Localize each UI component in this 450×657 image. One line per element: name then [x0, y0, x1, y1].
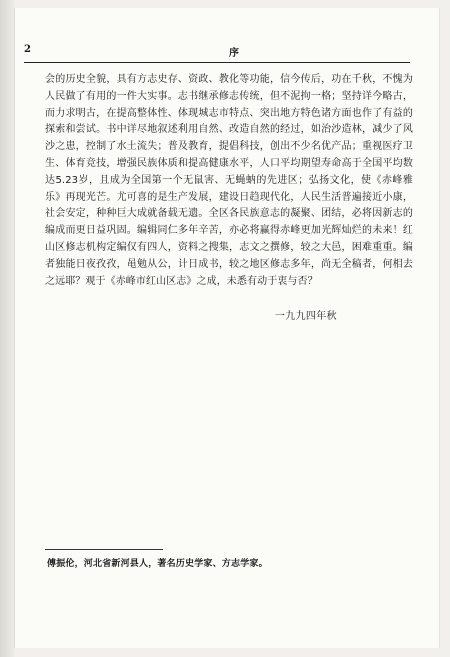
page-number: 2 — [24, 44, 31, 55]
signature-date: 一九九四年秋 — [275, 311, 337, 322]
binding-edge — [0, 0, 14, 657]
footnote: 傅振伦，河北省新河县人，著名历史学家、方志学家。 — [47, 559, 268, 569]
footnote-rule — [45, 549, 163, 550]
section-title: 序 — [229, 48, 239, 59]
body-paragraph: 会的历史全貌，具有方志史存、资政、教化等功能，信今传后，功在千秋，不愧为人民做了有用的一件大实事。志书继承修志传统，但不泥拘一格；坚持详今略古，而力求明古，在提高整体性、体现城志市特点、突出地方特色诸方面也作了有益的探索和尝试。书中详尽地叙述利用自然、改造自然的经过，如治沙造林，减少了风沙之患，控制了水土流失；普及教育，提倡科技，创出不少名优产品；重视医疗卫生、体育竞技，增强民族体质和提高健康水平，人口平均期望寿命高于全国平均数达5.23岁，且成为全国第一个无鼠害、无蝇蚋的先进区；弘扬文化，使《赤峰雅乐》再现光芒。尤可喜的是生产发展，建设日趋现代化，人民生活普遍接近小康，社会安定，种种巨大成就备载无遗。全区各民族意志的凝聚、团结，必将因新志的编成而更日益巩固。编辑同仁多年辛苦，亦必将赢得赤峰更加光辉灿烂的未来！红山区修志机构定编仅有四人，资料之搜集，志文之撰修，较之大邑，困难重重。编者独能日夜孜孜，黾勉从公，计日成书，较之地区修志多年，尚无全稿者，何相去之远耶？观于《赤峰市红山区志》之成，未悉有动于衷与否？ — [45, 74, 413, 287]
header-rule — [24, 62, 410, 63]
running-header — [24, 44, 404, 60]
